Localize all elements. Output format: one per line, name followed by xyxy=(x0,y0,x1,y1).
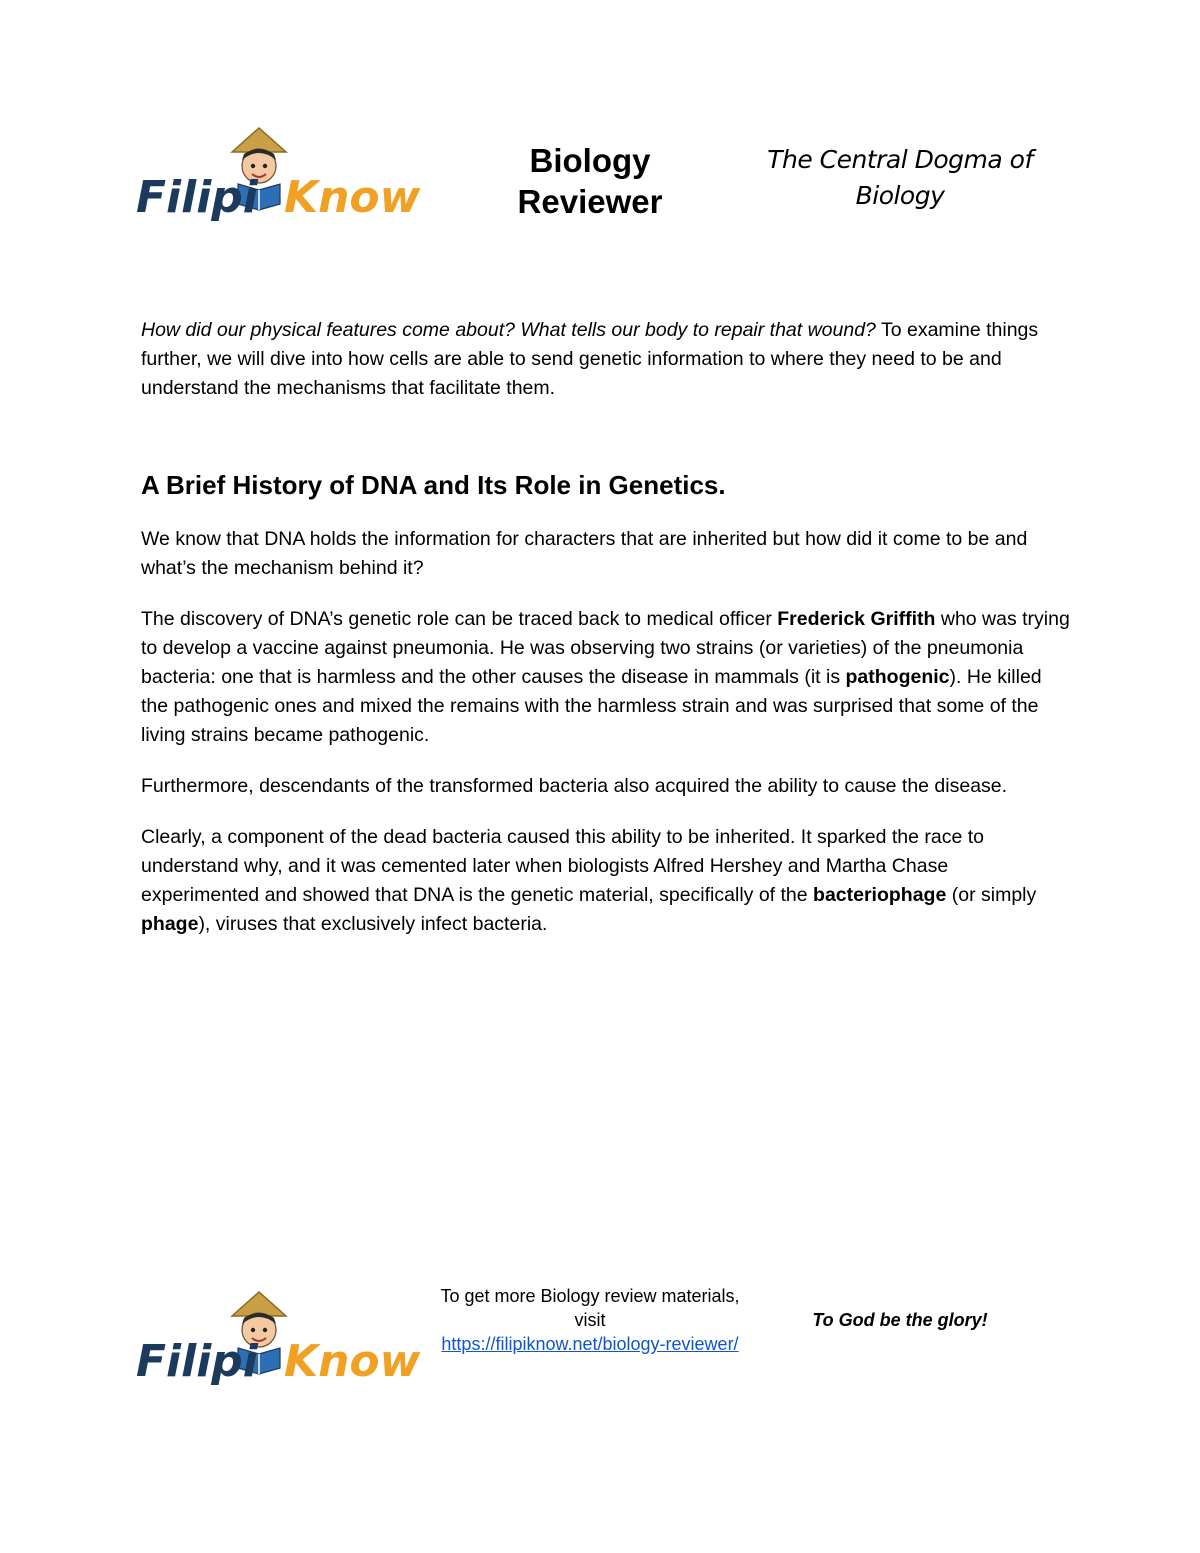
logo-text-right-footer: Know xyxy=(284,1336,421,1387)
paragraph-2 xyxy=(141,605,1071,750)
main-content xyxy=(141,316,1071,961)
footer-text: To get more Biology review materials, visit xyxy=(440,1286,740,1330)
paragraph-1: We know that DNA holds the information for characters that are inherited but how did it come to be and what’s the mechanism behind it? xyxy=(141,528,1028,579)
term-phage: phage xyxy=(141,913,199,935)
paragraph-2-text-c: who was trying to develop a vaccine against pneumonia. He was observing two strains (or varieties) of the pneumonia bacteria: one that is harmless and the other causes the disease in mammals (it is xyxy=(141,608,1070,688)
logo-text-left: Filipi xyxy=(136,172,258,223)
logo-text-left-footer: Filipi xyxy=(136,1336,258,1387)
filipiknow-logo-header xyxy=(134,124,421,223)
paragraph-4-text-e: ), viruses that exclusively infect bacteria. xyxy=(198,913,548,935)
footer-link[interactable]: https://filipiknow.net/biology-reviewer/ xyxy=(441,1334,739,1354)
paragraph-2-text-a: The discovery of DNA’s genetic role can be traced back to medical officer xyxy=(141,608,778,630)
paragraph-3: Furthermore, descendants of the transformed bacteria also acquired the ability to cause the disease. xyxy=(141,775,1008,797)
footer-motto: To God be the glory! xyxy=(812,1310,988,1330)
page-subtitle: The Central Dogma of Biology xyxy=(767,145,1033,210)
footer-cta xyxy=(440,1284,740,1356)
logo-text-right: Know xyxy=(284,172,421,223)
paragraph-4 xyxy=(141,823,1071,939)
intro-text: To examine things further, we will dive into how cells are able to send genetic information to where they need to be and understand the mechanisms that facilitate them. xyxy=(141,319,1039,399)
filipiknow-logo-footer xyxy=(134,1288,421,1387)
paragraph-4-text-c: (or simply xyxy=(946,884,1037,906)
term-bacteriophage: bacteriophage xyxy=(813,884,947,906)
intro-question: How did our physical features come about? What tells our body to repair that wound? xyxy=(141,319,876,341)
page-title: Biology Reviewer xyxy=(517,142,663,220)
term-frederick-griffith: Frederick Griffith xyxy=(777,608,936,630)
filipiknow-logo-graphic xyxy=(134,124,421,223)
term-pathogenic: pathogenic xyxy=(845,666,950,688)
paragraph-2-text-e: ). He killed the pathogenic ones and mixed the remains with the harmless strain and was surprised that some of the living strains became pathogenic. xyxy=(141,666,1042,746)
paragraph-4-text-a: Clearly, a component of the dead bacteria caused this ability to be inherited. It sparked the race to understand why, and it was cemented later when biologists Alfred Hershey and Martha Chase experimented and showed that DNA is the genetic material, specifically of the xyxy=(141,826,984,906)
filipiknow-logo-graphic-footer xyxy=(134,1288,421,1387)
section-heading: A Brief History of DNA and Its Role in Genetics. xyxy=(141,470,726,500)
intro-paragraph xyxy=(141,316,1071,403)
hat-icon xyxy=(232,128,286,152)
